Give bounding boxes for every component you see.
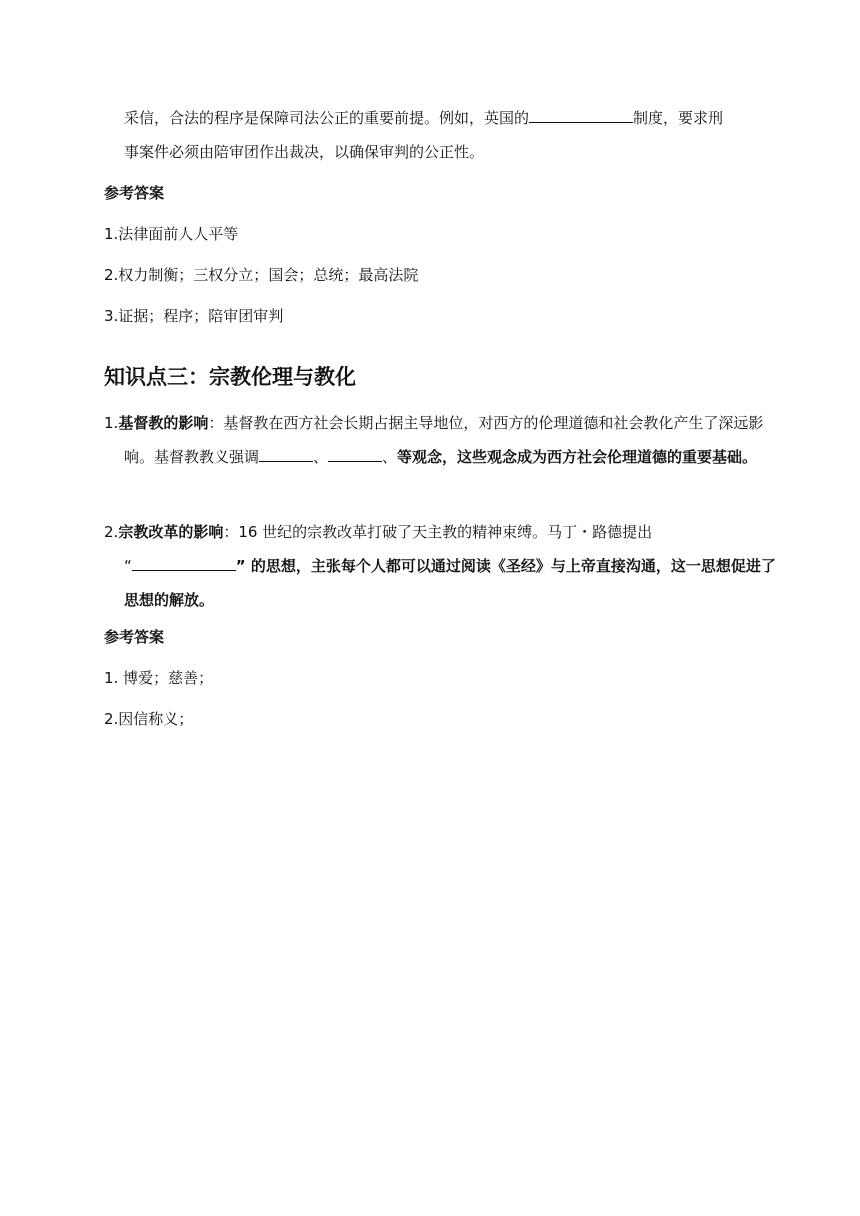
answers-label-1: 参考答案 <box>104 184 165 202</box>
answer-item-1: 1.法律面前人人平等 <box>104 225 239 243</box>
q1-label: 基督教的影响 <box>118 414 209 432</box>
q1-text: ：基督教在西方社会长期占据主导地位，对西方的伦理道德和社会教化产生了深远影响。基督教教义强调 <box>124 414 764 466</box>
fill-blank <box>328 445 382 462</box>
q1-bold-text: 等观念，这些观念成为西方社会伦理道德的重要基础。 <box>397 448 758 466</box>
continuation-line-2: 事案件必须由陪审团作出裁决，以确保审判的公正性。 <box>124 143 485 161</box>
q1-number: 1. <box>104 414 119 432</box>
q2-label: 宗教改革的影响 <box>118 523 224 541</box>
section3-heading: 知识点三：宗教伦理与教化 <box>104 365 356 389</box>
section2-q3-continuation <box>104 101 780 169</box>
answer-item-4: 1. 博爱；慈善； <box>104 669 214 687</box>
answer-item-2: 2.权力制衡；三权分立；国会；总统；最高法院 <box>104 266 419 284</box>
fill-blank <box>132 554 236 571</box>
answer-item-3: 3.证据；程序；陪审团审判 <box>104 307 284 325</box>
fill-blank <box>529 106 633 123</box>
answer-item-5: 2.因信称义； <box>104 710 194 728</box>
section3-q2: 2.宗教改革的影响：16 世纪的宗教改革打破了天主教的精神束缚。马丁・路德提出 “ ” 的思想，主张每个人都可以通过阅读《圣经》与上帝直接沟通，这一思想促进了思想的解放。 <box>104 523 776 609</box>
q2-text: ：16 世纪的宗教改革打破了天主教的精神束缚。马丁・路德提出 <box>223 523 653 541</box>
q2-bold-text: 的思想，主张每个人都可以通过阅读《圣经》与上帝直接沟通，这一思想促进了思想的解放。 <box>124 557 776 609</box>
section3-q1: 1.基督教的影响：基督教在西方社会长期占据主导地位，对西方的伦理道德和社会教化产生了深远影响。基督教教义强调 、 、等观念，这些观念成为西方社会伦理道德的重要基础。 <box>104 414 764 466</box>
q2-number: 2. <box>104 523 119 541</box>
continuation-line-1: 采信，合法的程序是保障司法公正的重要前提。例如，英国的 制度，要求刑 <box>124 101 780 135</box>
fill-blank <box>259 445 313 462</box>
answers-label-2: 参考答案 <box>104 628 165 646</box>
